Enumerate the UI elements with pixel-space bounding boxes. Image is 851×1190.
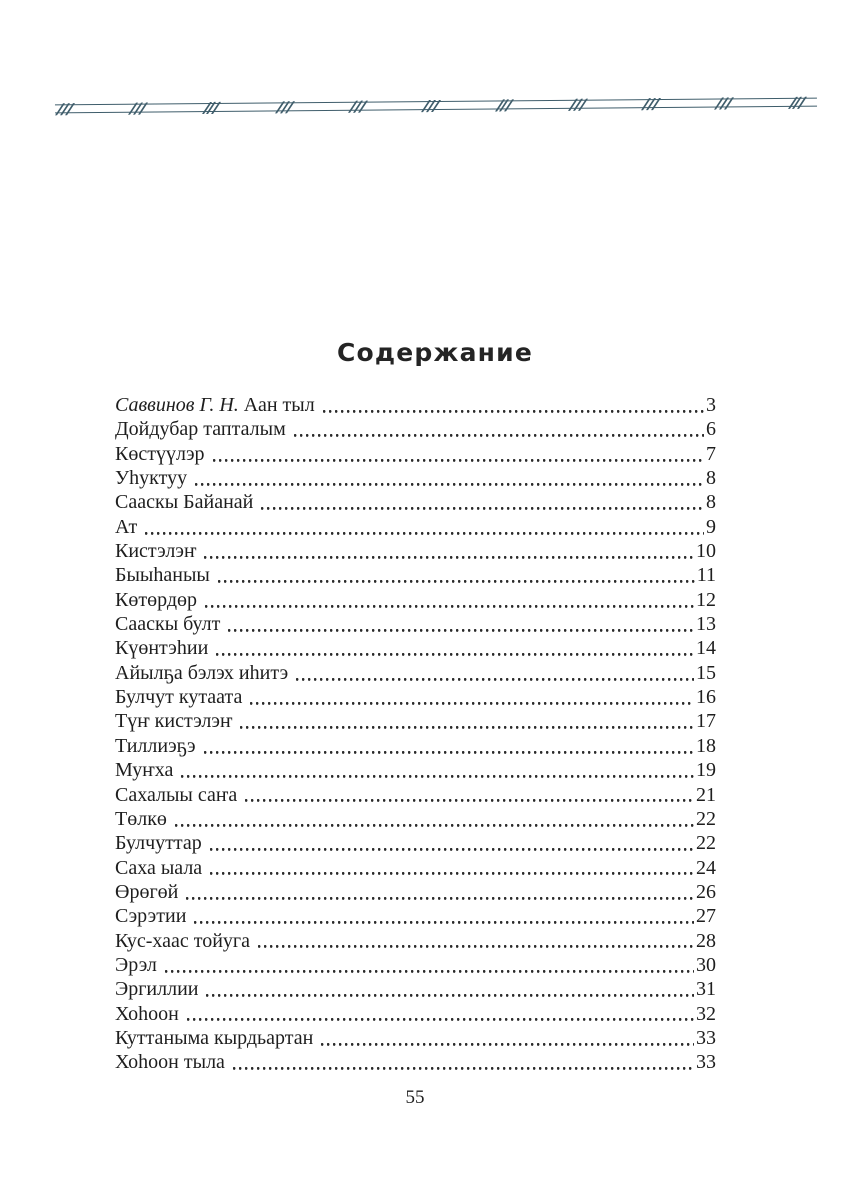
dot-leader <box>143 515 704 539</box>
toc-entry <box>115 636 716 660</box>
toc-entry <box>115 856 716 880</box>
toc-entry-page: 12 <box>696 588 716 611</box>
toc-entry-page: 8 <box>706 467 716 490</box>
toc-entry-page: 17 <box>696 710 716 733</box>
toc-entry-title: Эрэл <box>115 953 157 976</box>
toc-entry-page: 33 <box>696 1051 716 1074</box>
dot-leader <box>193 466 704 490</box>
toc-entry-title: Быыһаныы <box>115 564 210 587</box>
toc-entry-title: Айылҕа бэлэх иһитэ <box>115 661 289 684</box>
toc-entry-page: 19 <box>696 759 716 782</box>
dot-leader <box>208 856 694 880</box>
toc-entry-page: 33 <box>696 1026 716 1049</box>
toc-entry-title: Ат <box>115 515 138 538</box>
toc-entry <box>115 490 716 514</box>
toc-entry-title: Муҥха <box>115 759 174 782</box>
dot-leader <box>294 661 694 685</box>
toc-entry-page: 31 <box>696 978 716 1001</box>
toc-entry-title: Төлкө <box>115 807 167 830</box>
toc-entry-title: Көстүүлэр <box>115 442 205 465</box>
dot-leader <box>208 831 694 855</box>
toc-entry <box>115 442 716 466</box>
toc-entry <box>115 904 716 928</box>
dot-leader <box>211 442 704 466</box>
dot-leader <box>192 904 694 928</box>
dot-leader <box>202 734 694 758</box>
dot-leader <box>173 807 694 831</box>
dot-leader <box>163 953 694 977</box>
toc-entry-title: Саха ыала <box>115 856 203 879</box>
border-slash-group <box>59 103 71 115</box>
dot-leader <box>216 563 695 587</box>
toc-entry-page: 22 <box>696 832 716 855</box>
dot-leader <box>248 685 694 709</box>
toc-entry-title: Уһуктуу <box>115 467 188 490</box>
toc-entry-page: 13 <box>696 613 716 636</box>
toc-entry-page: 3 <box>706 394 716 416</box>
dot-leader <box>238 709 694 733</box>
toc-entry-page: 11 <box>696 564 716 587</box>
toc-entry-title: Өрөгөй <box>115 880 179 903</box>
toc-entry <box>115 1026 716 1050</box>
toc-entry <box>115 588 716 612</box>
toc-entry-title: Сэрэтии <box>115 905 187 928</box>
toc-entry-page: 30 <box>696 953 716 976</box>
toc-entry-title: Булчут кутаата <box>115 686 243 709</box>
toc-entry-title: Булчуттар <box>115 832 202 855</box>
border-slash-group <box>572 98 584 110</box>
toc-entry-page: 18 <box>696 734 716 757</box>
page-number: 55 <box>405 1087 425 1108</box>
border-slash-group <box>352 100 364 112</box>
toc-entry <box>115 709 716 733</box>
dot-leader <box>243 783 694 807</box>
toc-entry <box>115 758 716 782</box>
toc-entry-page: 22 <box>696 807 716 830</box>
dot-leader <box>214 636 694 660</box>
dot-leader <box>184 880 694 904</box>
toc-entry-title: Көтөрдөр <box>115 588 197 611</box>
toc-entry <box>115 880 716 904</box>
toc-entry-title: Күөнтэһии <box>115 637 209 660</box>
toc-entry <box>115 515 716 539</box>
dot-leader <box>292 417 704 441</box>
border-slash-group <box>791 96 803 108</box>
page-title: Содержание <box>336 338 534 367</box>
dot-leader <box>204 977 694 1001</box>
toc-entry-page: 32 <box>696 1002 716 1025</box>
toc-entry <box>115 563 716 587</box>
border-slash-group <box>645 98 657 110</box>
decorative-border <box>55 98 817 114</box>
toc-entry-page: 27 <box>696 905 716 928</box>
toc-entry-page: 9 <box>706 515 716 538</box>
toc-entry-page: 21 <box>696 783 716 806</box>
toc-entry-page: 28 <box>696 929 716 952</box>
toc-entry-page: 7 <box>706 442 716 465</box>
toc-entry <box>115 1050 716 1074</box>
border-slash-group <box>205 102 217 114</box>
dot-leader <box>185 1002 694 1026</box>
toc-entry <box>115 685 716 709</box>
dot-leader <box>321 393 704 417</box>
dot-leader <box>319 1026 694 1050</box>
toc-entry <box>115 417 716 441</box>
toc-entry-title: Эргиллии <box>115 978 199 1001</box>
toc-entry <box>115 977 716 1001</box>
toc-entry <box>115 831 716 855</box>
toc-entry <box>115 393 716 417</box>
toc-entry-title: Саввинов Г. Н. Аан тыл <box>115 394 315 416</box>
toc-entry <box>115 466 716 490</box>
toc-entry-page: 8 <box>706 491 716 514</box>
dot-leader <box>231 1050 694 1074</box>
toc-entry-title: Хоһоон тыла <box>115 1051 225 1074</box>
toc-entry-author: Саввинов Г. Н. <box>115 394 239 416</box>
dot-leader <box>203 588 694 612</box>
toc-entry-title: Дойдубар тапталым <box>115 418 286 441</box>
dot-leader <box>202 539 694 563</box>
toc-entry <box>115 539 716 563</box>
toc-entry-page: 10 <box>696 540 716 563</box>
toc-entry-page: 15 <box>696 661 716 684</box>
toc-entry-title: Тиллиэҕэ <box>115 734 196 757</box>
toc-entry-title: Кус-хаас тойуга <box>115 929 250 952</box>
toc-entry <box>115 661 716 685</box>
dot-leader <box>256 929 694 953</box>
toc-entry-page: 24 <box>696 856 716 879</box>
toc-entry-title: Сахалыы саҥа <box>115 783 238 806</box>
dot-leader <box>259 490 704 514</box>
border-slash-group <box>498 99 510 111</box>
toc-entry-page: 26 <box>696 880 716 903</box>
dot-leader <box>179 758 694 782</box>
border-slash-group <box>132 102 144 114</box>
toc-entry-title: Түҥ кистэлэҥ <box>115 710 233 733</box>
toc-entry-title: Куттаныма кырдьартан <box>115 1026 314 1049</box>
toc-entry <box>115 1002 716 1026</box>
border-slash-group <box>279 101 291 113</box>
toc-entry <box>115 807 716 831</box>
toc-entry <box>115 734 716 758</box>
toc-entry <box>115 929 716 953</box>
toc-entry <box>115 953 716 977</box>
toc-entry-page: 16 <box>696 686 716 709</box>
toc-entry-title: Сааскы булт <box>115 613 221 636</box>
toc-entry <box>115 612 716 636</box>
toc-entry-title: Сааскы Байанай <box>115 491 254 514</box>
toc-entry-page: 14 <box>696 637 716 660</box>
toc-entry <box>115 783 716 807</box>
toc-entry-title: Кистэлэҥ <box>115 540 197 563</box>
dot-leader <box>226 612 694 636</box>
toc-list <box>115 393 716 1075</box>
toc-entry-title: Хоһоон <box>115 1002 179 1025</box>
toc-entry-page: 6 <box>706 418 716 441</box>
border-slash-group <box>718 97 730 109</box>
border-slash-group <box>425 100 437 112</box>
